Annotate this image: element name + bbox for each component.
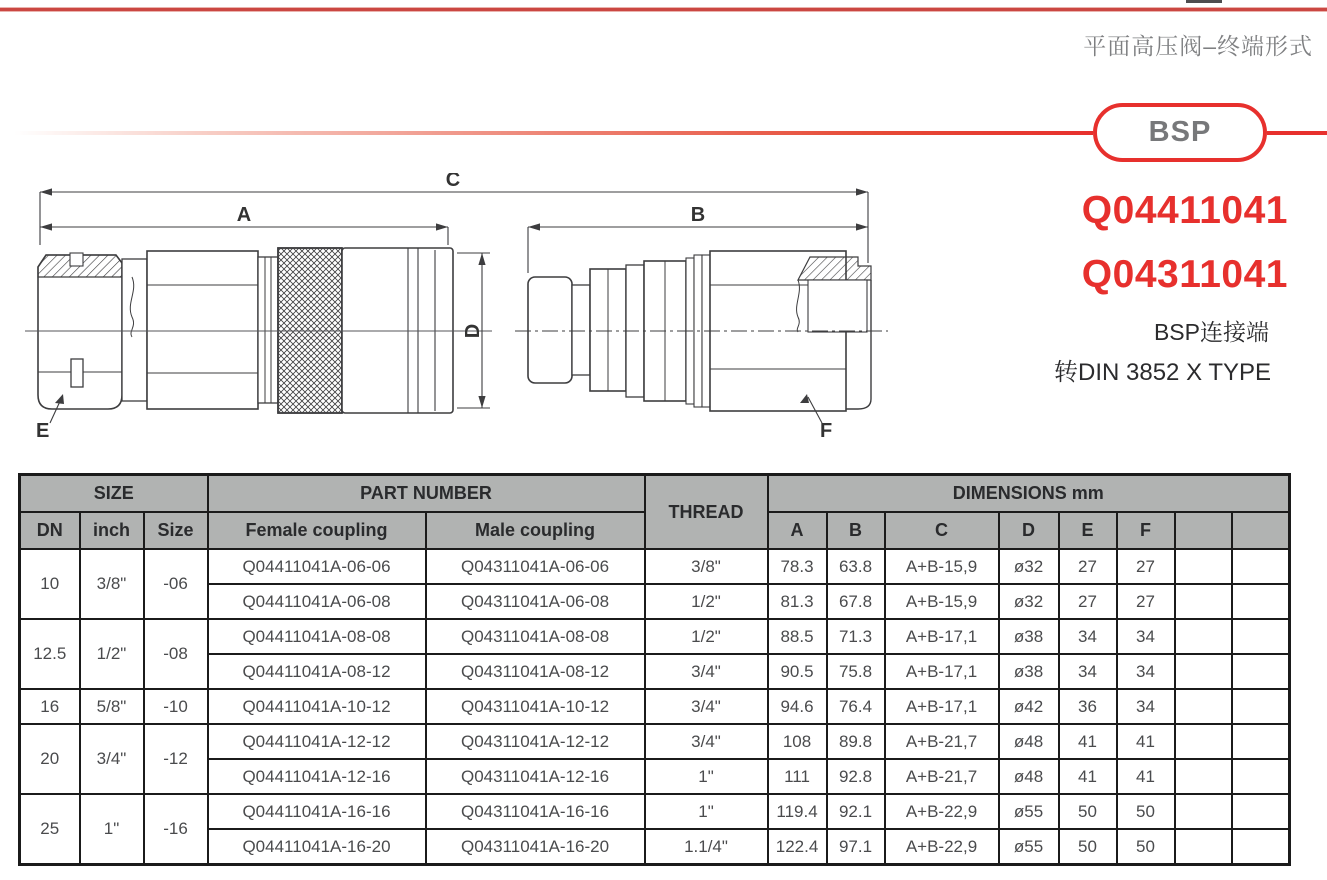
- badge-label: BSP: [1148, 116, 1212, 148]
- cell-blank: [1175, 689, 1232, 724]
- cell-female: Q04411041A-16-20: [208, 829, 426, 865]
- cell-dim-d: ø55: [999, 794, 1059, 829]
- cell-blank: [1175, 549, 1232, 584]
- cell-dim-b: 63.8: [827, 549, 885, 584]
- cell-dim-f: 41: [1117, 724, 1175, 759]
- cell-thread: 1/2": [645, 619, 768, 654]
- cell-dim-d: ø48: [999, 724, 1059, 759]
- table-row: [20, 584, 1290, 619]
- cell-blank: [1232, 654, 1290, 689]
- cell-male: Q04311041A-08-12: [426, 654, 645, 689]
- cell-dim-b: 71.3: [827, 619, 885, 654]
- table-row: [20, 724, 1290, 759]
- cell-blank: [1232, 619, 1290, 654]
- col-header-dim-f: F: [1117, 512, 1175, 549]
- page-title: 平面高压阀–终端形式: [1083, 33, 1313, 59]
- table-row: [20, 549, 1290, 584]
- cell-inch: 1/2": [80, 619, 144, 689]
- cell-thread: 1": [645, 794, 768, 829]
- red-divider-left: [14, 131, 1093, 135]
- cell-inch: 1": [80, 794, 144, 865]
- dim-label-f: F: [820, 420, 833, 442]
- cell-inch: 3/8": [80, 549, 144, 619]
- cell-dim-f: 27: [1117, 584, 1175, 619]
- cell-male: Q04311041A-16-16: [426, 794, 645, 829]
- cell-thread: 3/4": [645, 724, 768, 759]
- cell-inch: 3/4": [80, 724, 144, 794]
- thread-standard-badge: [1093, 103, 1267, 162]
- cell-dim-a: 90.5: [768, 654, 827, 689]
- cell-dn: 12.5: [20, 619, 80, 689]
- top-dark-dash: [1186, 0, 1222, 3]
- cell-dim-b: 67.8: [827, 584, 885, 619]
- cell-male: Q04311041A-12-12: [426, 724, 645, 759]
- cell-male: Q04311041A-08-08: [426, 619, 645, 654]
- cell-dn: 10: [20, 549, 80, 619]
- dim-label-e: E: [36, 420, 50, 442]
- cell-blank: [1175, 724, 1232, 759]
- cell-dn: 25: [20, 794, 80, 865]
- cell-thread: 1.1/4": [645, 829, 768, 865]
- model-number-female: Q04411041: [1081, 189, 1288, 232]
- cell-male: Q04311041A-12-16: [426, 759, 645, 794]
- cell-dim-e: 27: [1059, 584, 1117, 619]
- female-coupling-drawing: [25, 248, 492, 413]
- cell-female: Q04411041A-08-12: [208, 654, 426, 689]
- col-header-dim-c: C: [885, 512, 999, 549]
- cell-blank: [1232, 794, 1290, 829]
- col-header-size: SIZE: [20, 475, 208, 513]
- cell-blank: [1175, 619, 1232, 654]
- col-header-dim-b: B: [827, 512, 885, 549]
- col-header-female: Female coupling: [208, 512, 426, 549]
- table-row: [20, 654, 1290, 689]
- cell-blank: [1232, 689, 1290, 724]
- cell-dim-b: 92.1: [827, 794, 885, 829]
- cell-dim-c: A+B-17,1: [885, 654, 999, 689]
- cell-dn: 20: [20, 724, 80, 794]
- cell-female: Q04411041A-06-08: [208, 584, 426, 619]
- cell-dim-c: A+B-15,9: [885, 584, 999, 619]
- cell-thread: 1": [645, 759, 768, 794]
- cell-blank: [1232, 724, 1290, 759]
- cell-blank: [1232, 584, 1290, 619]
- cell-blank: [1175, 654, 1232, 689]
- col-header-dim-d: D: [999, 512, 1059, 549]
- col-header-dn: DN: [20, 512, 80, 549]
- col-header-blank: [1232, 512, 1290, 549]
- cell-dim-f: 27: [1117, 549, 1175, 584]
- cell-dim-d: ø42: [999, 689, 1059, 724]
- red-divider-right: [1267, 131, 1327, 135]
- cell-dim-d: ø38: [999, 619, 1059, 654]
- cell-dim-e: 50: [1059, 829, 1117, 865]
- cell-dim-f: 34: [1117, 654, 1175, 689]
- cell-female: Q04411041A-16-16: [208, 794, 426, 829]
- dim-label-b: B: [690, 204, 706, 226]
- cell-dim-f: 50: [1117, 794, 1175, 829]
- cell-dim-c: A+B-21,7: [885, 724, 999, 759]
- cell-dim-b: 89.8: [827, 724, 885, 759]
- cell-dim-d: ø38: [999, 654, 1059, 689]
- cell-female: Q04411041A-12-16: [208, 759, 426, 794]
- cell-size: -16: [144, 794, 208, 865]
- cell-blank: [1175, 829, 1232, 865]
- cell-blank: [1175, 794, 1232, 829]
- cell-thread: 1/2": [645, 584, 768, 619]
- cell-dim-c: A+B-22,9: [885, 794, 999, 829]
- cell-thread: 3/8": [645, 549, 768, 584]
- cell-dim-c: A+B-21,7: [885, 759, 999, 794]
- cell-inch: 5/8": [80, 689, 144, 724]
- cell-blank: [1232, 829, 1290, 865]
- cell-dim-c: A+B-17,1: [885, 689, 999, 724]
- cell-dim-d: ø48: [999, 759, 1059, 794]
- cell-female: Q04411041A-08-08: [208, 619, 426, 654]
- cell-size: -12: [144, 724, 208, 794]
- table-row: [20, 689, 1290, 724]
- cell-dim-b: 75.8: [827, 654, 885, 689]
- cell-dim-c: A+B-15,9: [885, 549, 999, 584]
- cell-male: Q04311041A-06-08: [426, 584, 645, 619]
- cell-dim-a: 94.6: [768, 689, 827, 724]
- cell-dim-d: ø32: [999, 584, 1059, 619]
- cell-dim-a: 108: [768, 724, 827, 759]
- col-header-thread: THREAD: [645, 475, 768, 550]
- cell-blank: [1232, 549, 1290, 584]
- cell-dim-a: 122.4: [768, 829, 827, 865]
- cell-blank: [1232, 759, 1290, 794]
- cell-dim-e: 27: [1059, 549, 1117, 584]
- header-row-1: [20, 475, 1290, 513]
- model-number-male: Q04311041: [1081, 253, 1288, 296]
- cell-dim-a: 88.5: [768, 619, 827, 654]
- cell-dim-a: 81.3: [768, 584, 827, 619]
- cell-size: -08: [144, 619, 208, 689]
- cell-dim-a: 111: [768, 759, 827, 794]
- cell-dim-b: 76.4: [827, 689, 885, 724]
- table-row: [20, 829, 1290, 865]
- dim-label-c: C: [445, 173, 461, 191]
- cell-dim-f: 34: [1117, 689, 1175, 724]
- col-header-male: Male coupling: [426, 512, 645, 549]
- spec-table: [18, 473, 1291, 866]
- male-coupling-drawing: [515, 251, 888, 411]
- cell-dim-d: ø55: [999, 829, 1059, 865]
- cell-dim-b: 92.8: [827, 759, 885, 794]
- col-header-blank: [1175, 512, 1232, 549]
- subtitle-connection: BSP连接端: [1153, 319, 1269, 345]
- subtitle-din-type: 转DIN 3852 X TYPE: [1054, 359, 1271, 386]
- dim-label-d: D: [462, 323, 484, 339]
- cell-female: Q04411041A-06-06: [208, 549, 426, 584]
- col-header-dimensions: DIMENSIONS mm: [768, 475, 1290, 513]
- cell-size: -10: [144, 689, 208, 724]
- dim-label-a: A: [236, 204, 252, 226]
- table-row: [20, 794, 1290, 829]
- cell-male: Q04311041A-06-06: [426, 549, 645, 584]
- cell-dim-c: A+B-22,9: [885, 829, 999, 865]
- cell-dim-e: 34: [1059, 619, 1117, 654]
- col-header-dim-a: A: [768, 512, 827, 549]
- cell-dn: 16: [20, 689, 80, 724]
- table-row: [20, 619, 1290, 654]
- cell-dim-f: 34: [1117, 619, 1175, 654]
- cell-dim-a: 119.4: [768, 794, 827, 829]
- cell-dim-f: 50: [1117, 829, 1175, 865]
- cell-blank: [1175, 584, 1232, 619]
- top-red-rule: [0, 8, 1327, 11]
- cell-dim-d: ø32: [999, 549, 1059, 584]
- cell-dim-b: 97.1: [827, 829, 885, 865]
- cell-size: -06: [144, 549, 208, 619]
- cell-dim-e: 50: [1059, 794, 1117, 829]
- technical-drawing: [20, 173, 900, 463]
- cell-dim-e: 41: [1059, 724, 1117, 759]
- cell-thread: 3/4": [645, 654, 768, 689]
- cell-female: Q04411041A-10-12: [208, 689, 426, 724]
- cell-dim-e: 34: [1059, 654, 1117, 689]
- cell-male: Q04311041A-16-20: [426, 829, 645, 865]
- cell-dim-a: 78.3: [768, 549, 827, 584]
- col-header-inch: inch: [80, 512, 144, 549]
- table-row: [20, 759, 1290, 794]
- cell-dim-e: 36: [1059, 689, 1117, 724]
- cell-dim-e: 41: [1059, 759, 1117, 794]
- cell-blank: [1175, 759, 1232, 794]
- cell-dim-c: A+B-17,1: [885, 619, 999, 654]
- cell-thread: 3/4": [645, 689, 768, 724]
- cell-male: Q04311041A-10-12: [426, 689, 645, 724]
- cell-dim-f: 41: [1117, 759, 1175, 794]
- col-header-dim-e: E: [1059, 512, 1117, 549]
- col-header-size-code: Size: [144, 512, 208, 549]
- cell-female: Q04411041A-12-12: [208, 724, 426, 759]
- col-header-part-number: PART NUMBER: [208, 475, 645, 513]
